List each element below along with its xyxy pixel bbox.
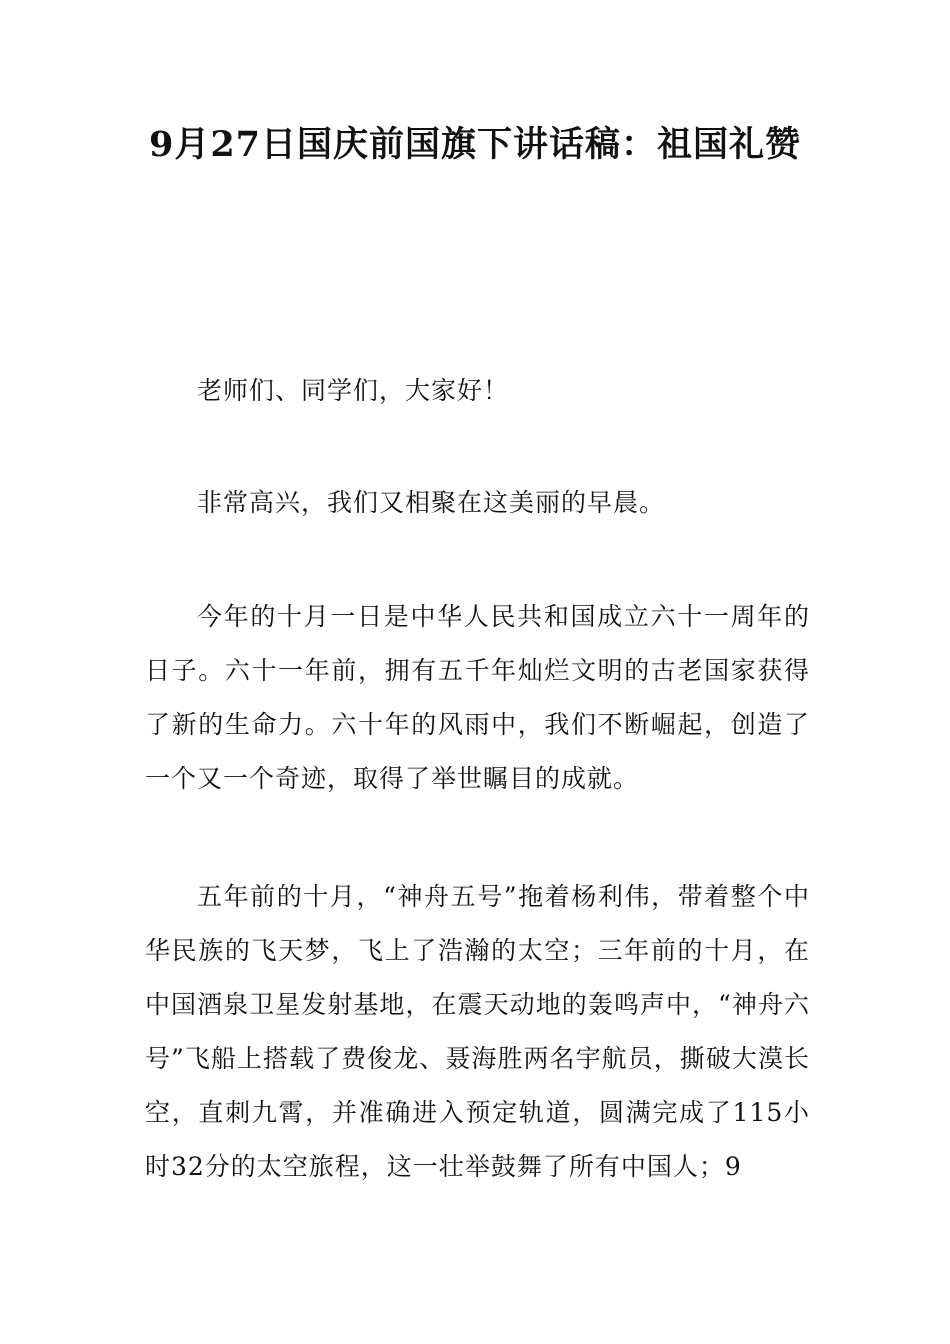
paragraph-text: 五年前的十月，“神舟五号”拖着杨利伟，带着整个中华民族的飞天梦，飞上了浩瀚的太空；三年前的十月，在中国酒泉卫星发射基地，在震天动地的轰鸣声中，“神舟六号”飞船上搭载了费俊龙、聂海胜两名宇航员，撕破大漠长空，直刺九霄，并准确进入预定轨道，圆满完成了115小时32分的太空旅程，这一壮举鼓舞了所有中国人；9 xyxy=(145,882,810,1181)
paragraph-shenzhou xyxy=(145,870,810,1194)
paragraph-text: 今年的十月一日是中华人民共和国成立六十一周年的日子。六十一年前，拥有五千年灿烂文明的古老国家获得了新的生命力。六十年的风雨中，我们不断崛起，创造了一个又一个奇迹，取得了举世瞩目的成就。 xyxy=(145,602,810,793)
paragraph-greeting xyxy=(145,364,810,418)
paragraph-intro xyxy=(145,476,810,530)
paragraph-text: 非常高兴，我们又相聚在这美丽的早晨。 xyxy=(197,488,666,517)
paragraph-anniversary xyxy=(145,590,810,806)
paragraph-text: 老师们、同学们，大家好！ xyxy=(197,376,510,405)
document-title: 9月27日国庆前国旗下讲话稿：祖国礼赞 xyxy=(148,124,802,165)
